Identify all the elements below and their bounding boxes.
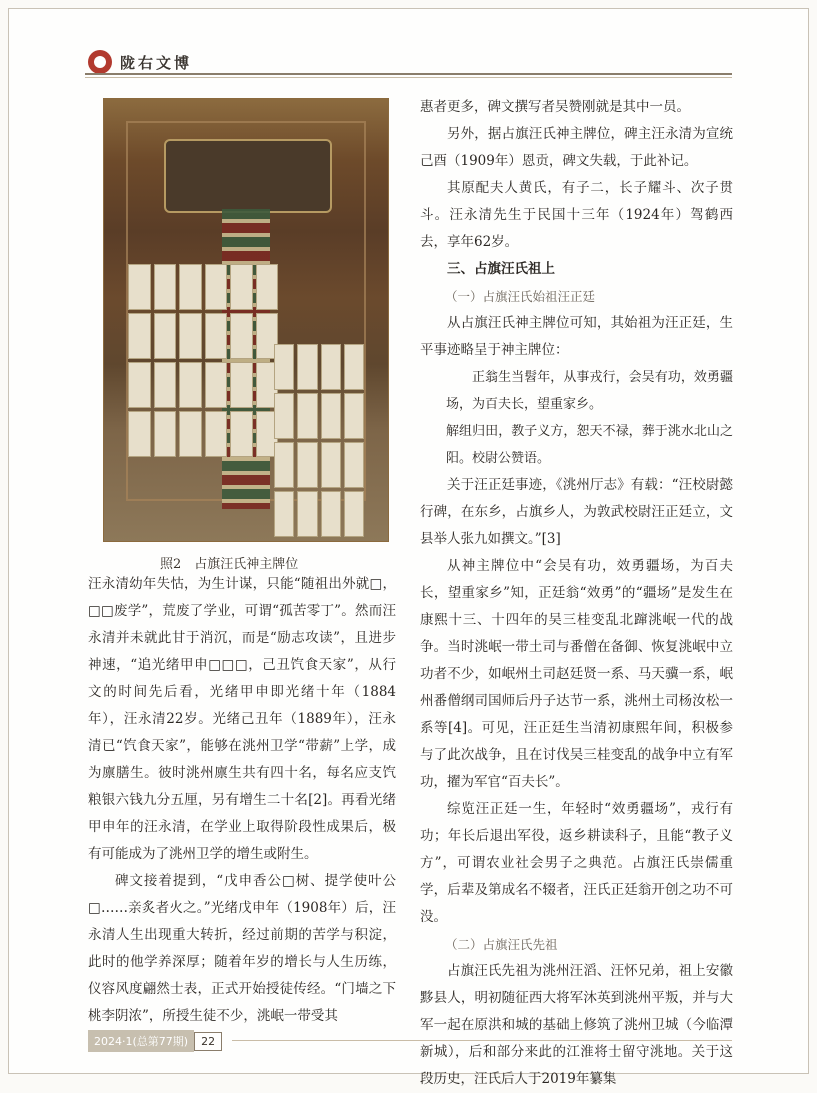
tablet-left-panels (128, 264, 278, 457)
tablet-top-ornament (164, 139, 332, 213)
subsection-heading: （二）占旗汪氏先祖 (445, 937, 558, 952)
paragraph: 关于汪正廷事迹，《洮州厅志》有载：“汪校尉懿行碑，在东乡，占旗乡人，为敦武校尉汪正廷立，文县举人张九如撰文。”[3] (420, 477, 733, 547)
page-footer (88, 1030, 222, 1052)
footer-rule (232, 1040, 732, 1041)
figure-caption: 照2 占旗汪氏神主牌位 (160, 557, 299, 572)
right-column (420, 94, 733, 1093)
block-quote: 解组归田，教子义方，恕天不禄，葬于洮水北山之阳。校尉公赞语。 (446, 424, 733, 466)
page-number: 22 (194, 1032, 222, 1051)
paragraph: 汪永清幼年失怙，为生计谋，只能“随祖出外就□，□□废学”，荒废了学业，可谓“孤苦零丁”。然而汪永清并未就此甘于消沉，而是“励志攻读”，且进步神速，“追光绪甲申□□□，己丑饩食天家”，从行文的时间先后看，光绪甲申即光绪十年（1884年），汪永清22岁。光绪己丑年（1889年），汪永清已“饩食天家”，能够在洮州卫学“带薪”上学，成为廪膳生。彼时洮州廪生共有四十名，每名应支饩粮银六钱九分五厘，另有增生二十名[2]。再看光绪甲申年的汪永清，在学业上取得阶段性成果后，极有可能成为了洮州卫学的增生或附生。 (88, 576, 396, 862)
journal-title: 陇右文博 (120, 53, 193, 72)
paragraph: 碑文接着提到，“戊申香公□树、提学使叶公□……亲炙者火之。”光绪戊申年（1908年）后，汪永清人生出现重大转折，经过前期的苦学与积淀，此时的他学养深厚；随着年岁的增长与人生历练，仪容风度翩然士表，正式开始授徒传经。“门墙之下桃李阴浓”，所授生徒不少，洮岷一带受其 (88, 873, 396, 1024)
page-header (88, 50, 192, 74)
paragraph: 另外，据占旗汪氏神主牌位，碑主汪永清为宣统己酉（1909年）恩贡，碑文失载，于此补记。 (420, 126, 733, 169)
paragraph: 从神主牌位中“会吴有功，效勇疆场，为百夫长，望重家乡”知，正廷翁“效勇”的“疆场”是发生在康熙十三、十四年的吴三桂变乱北蹿洮岷一代的战争。当时洮岷一带土司与番僧在备御、恢复洮岷中立功者不少，如岷州土司赵廷贤一系、马天骥一系，岷州番僧纲司国师后丹子达节一系，洮州土司杨汝松一系等[4]。可见，汪正廷生当清初康熙年间，积极参与了此次战争，且在讨伐吴三桂变乱的战争中立有军功，擢为军官“百夫长”。 (420, 558, 733, 790)
paragraph: 综览汪正廷一生，年轻时“效勇疆场”，戎行有功；年长后退出军役，返乡耕读科子，且能“教子义方”，可谓农业社会男子之典范。占旗汪氏崇儒重学，后辈及第成名不辍者，汪氏正廷翁开创之功不可没。 (420, 801, 733, 925)
section-heading: 三、占旗汪氏祖上 (447, 261, 555, 277)
issue-label: 2024·1(总第77期) (88, 1030, 194, 1052)
header-rule (85, 73, 732, 75)
paragraph: 从占旗汪氏神主牌位可知，其始祖为汪正廷，生平事迹略呈于神主牌位： (420, 315, 733, 358)
left-column (88, 571, 396, 1030)
paragraph: 惠者更多，碑文撰写者吴赞刚就是其中一员。 (420, 99, 690, 115)
paragraph: 其原配夫人黄氏，有子二，长子耀斗、次子贯斗。汪永清先生于民国十三年（1924年）驾鹤西去，享年62岁。 (420, 180, 733, 250)
block-quote: 正翁生当髫年，从事戎行，会吴有功，效勇疆场，为百夫长，望重家乡。 (446, 370, 733, 412)
ancestral-tablet-photo (103, 98, 389, 542)
journal-logo-icon (88, 50, 112, 74)
header-rule-thin (85, 77, 732, 78)
tablet-right-panels (274, 344, 364, 537)
subsection-heading: （一）占旗汪氏始祖汪正廷 (445, 289, 596, 304)
paragraph: 占旗汪氏先祖为洮州汪滔、汪怀兄弟，祖上安徽黟县人，明初随征西大将军沐英到洮州平叛，并与大军一起在原洪和城的基础上修筑了洮州卫城（今临潭新城），后和部分来此的江淮将士留守洮地。关于这段历史，汪氏后人于2019年纂集 (420, 963, 733, 1087)
